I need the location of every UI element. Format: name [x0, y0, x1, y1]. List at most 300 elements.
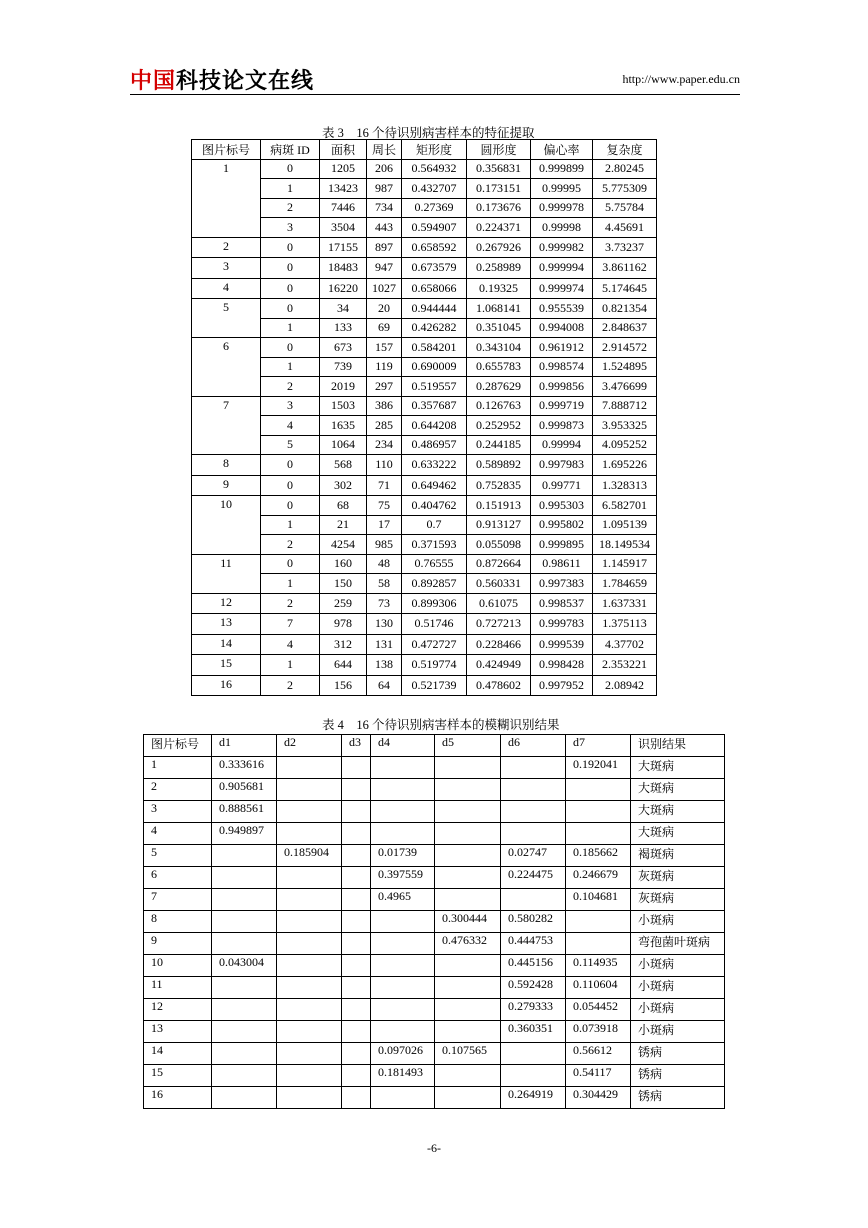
table-cell	[501, 1043, 566, 1065]
table-cell: 0.173151	[467, 179, 531, 199]
table-cell: 0.073918	[566, 1021, 631, 1043]
table-cell	[277, 779, 342, 801]
table-cell: 锈病	[631, 1087, 725, 1109]
table-cell: 0.961912	[531, 338, 593, 358]
table-cell: 褐斑病	[631, 845, 725, 867]
table-row	[192, 435, 657, 455]
table4-column-header: 识别结果	[631, 735, 725, 757]
table-cell	[566, 779, 631, 801]
table-cell: 1	[261, 574, 320, 594]
table-row	[192, 237, 657, 258]
table-cell: 0.54117	[566, 1065, 631, 1087]
table-cell: 0.649462	[402, 475, 467, 496]
table-cell	[501, 757, 566, 779]
table-row	[144, 977, 725, 999]
table-cell	[371, 779, 435, 801]
table-cell: 0.258989	[467, 258, 531, 279]
table-cell: 0	[261, 159, 320, 179]
table-cell: 2	[144, 779, 212, 801]
table-row	[144, 1021, 725, 1043]
table-cell: 0.519557	[402, 377, 467, 397]
table-cell: 312	[320, 634, 367, 655]
page-header	[130, 62, 740, 95]
table-cell: 3.73237	[593, 237, 657, 258]
table-cell	[212, 999, 277, 1021]
table-cell	[342, 801, 371, 823]
table-cell: 0.727213	[467, 614, 531, 635]
table-cell: 673	[320, 338, 367, 358]
table-cell	[435, 867, 501, 889]
table-cell: 16	[144, 1087, 212, 1109]
table-cell: 157	[367, 338, 402, 358]
table-cell: 0.476332	[435, 933, 501, 955]
table-cell: 1	[261, 357, 320, 377]
table-cell: 1.375113	[593, 614, 657, 635]
table-cell: 987	[367, 179, 402, 199]
table-cell: 大斑病	[631, 823, 725, 845]
table-row	[192, 455, 657, 476]
table3-column-header: 周长	[367, 140, 402, 160]
table-cell: 4.45691	[593, 218, 657, 238]
table-cell: 0.655783	[467, 357, 531, 377]
table-cell	[342, 779, 371, 801]
table-cell	[501, 889, 566, 911]
table-row	[144, 911, 725, 933]
table-cell: 7446	[320, 198, 367, 218]
table-cell: 0.99995	[531, 179, 593, 199]
table-cell: 58	[367, 574, 402, 594]
table-cell	[277, 867, 342, 889]
table-cell: 978	[320, 614, 367, 635]
table-cell	[371, 801, 435, 823]
table-cell: 0.999856	[531, 377, 593, 397]
table3-column-header: 矩形度	[402, 140, 467, 160]
table-cell: 0.995303	[531, 496, 593, 516]
table-cell	[212, 1021, 277, 1043]
table-cell: 234	[367, 435, 402, 455]
table-cell: 0.690009	[402, 357, 467, 377]
table-cell: 0.999982	[531, 237, 593, 258]
table3-image-number: 2	[192, 237, 261, 258]
table-cell: 897	[367, 237, 402, 258]
table-cell: 302	[320, 475, 367, 496]
table-cell: 206	[367, 159, 402, 179]
table-cell: 285	[367, 416, 402, 436]
table-cell: 0.521739	[402, 675, 467, 696]
table-cell: 3.861162	[593, 258, 657, 279]
table-cell: 0.244185	[467, 435, 531, 455]
table-cell: 0.997983	[531, 455, 593, 476]
table-cell	[277, 1021, 342, 1043]
table-cell: 3504	[320, 218, 367, 238]
table-cell	[371, 933, 435, 955]
table-cell: 1.637331	[593, 593, 657, 614]
table-cell	[342, 1065, 371, 1087]
table-cell	[342, 867, 371, 889]
table-row	[144, 867, 725, 889]
table-cell: 64	[367, 675, 402, 696]
table-cell	[501, 779, 566, 801]
table-cell: 0.633222	[402, 455, 467, 476]
table-cell: 18483	[320, 258, 367, 279]
table-cell: 0.99994	[531, 435, 593, 455]
table-cell: 7.888712	[593, 396, 657, 416]
table-cell	[371, 1021, 435, 1043]
table-row	[192, 338, 657, 358]
table-cell	[435, 1021, 501, 1043]
table-cell: 4.37702	[593, 634, 657, 655]
table-cell	[212, 933, 277, 955]
table3	[191, 139, 657, 696]
table-cell: 644	[320, 655, 367, 676]
table-cell	[342, 1043, 371, 1065]
table-cell	[212, 1043, 277, 1065]
table-cell: 0.949897	[212, 823, 277, 845]
table-row	[144, 757, 725, 779]
table-cell: 0.56612	[566, 1043, 631, 1065]
table-cell: 0.752835	[467, 475, 531, 496]
logo-red-text: 中国	[130, 69, 177, 94]
table-cell: 297	[367, 377, 402, 397]
table-cell: 13423	[320, 179, 367, 199]
table-cell	[212, 889, 277, 911]
table-cell	[342, 823, 371, 845]
table3-column-header: 复杂度	[593, 140, 657, 160]
table-row	[144, 801, 725, 823]
table-cell: 69	[367, 318, 402, 338]
table-cell: 0.998428	[531, 655, 593, 676]
table-cell	[435, 1065, 501, 1087]
table3-image-number: 7	[192, 396, 261, 455]
table3-body	[192, 159, 657, 696]
table-cell: 16220	[320, 278, 367, 299]
table-cell: 5.75784	[593, 198, 657, 218]
table-cell: 0.658066	[402, 278, 467, 299]
table-cell: 0	[261, 278, 320, 299]
table-cell: 3.953325	[593, 416, 657, 436]
table-cell: 0.644208	[402, 416, 467, 436]
table-cell	[435, 823, 501, 845]
table-cell: 灰斑病	[631, 889, 725, 911]
table-cell: 2	[261, 377, 320, 397]
table-cell: 1	[144, 757, 212, 779]
table-cell: 0.592428	[501, 977, 566, 999]
logo	[130, 64, 314, 95]
table3-image-number: 4	[192, 278, 261, 299]
table-cell: 0.994008	[531, 318, 593, 338]
table-cell: 0.892857	[402, 574, 467, 594]
table-cell	[277, 1065, 342, 1087]
table-cell	[342, 1087, 371, 1109]
table-cell: 0.999899	[531, 159, 593, 179]
table-cell: 0.114935	[566, 955, 631, 977]
table-row	[144, 889, 725, 911]
table-row	[144, 955, 725, 977]
table-cell: 4.095252	[593, 435, 657, 455]
table-cell	[277, 1087, 342, 1109]
table-cell: 75	[367, 496, 402, 516]
table-cell: 4254	[320, 535, 367, 555]
table-row	[192, 574, 657, 594]
table-cell: 0.424949	[467, 655, 531, 676]
table-cell: 3	[261, 218, 320, 238]
table-cell: 0.224371	[467, 218, 531, 238]
table-cell: 1.784659	[593, 574, 657, 594]
table-cell: 1.095139	[593, 515, 657, 535]
table-cell: 1.068141	[467, 299, 531, 319]
table-cell: 0.043004	[212, 955, 277, 977]
table-cell: 4	[261, 634, 320, 655]
table-cell: 0.432707	[402, 179, 467, 199]
table-cell	[501, 801, 566, 823]
table-cell: 0.821354	[593, 299, 657, 319]
table3-column-header: 圆形度	[467, 140, 531, 160]
table-cell: 3.476699	[593, 377, 657, 397]
table-cell: 156	[320, 675, 367, 696]
table-cell: 0.999895	[531, 535, 593, 555]
table-cell: 130	[367, 614, 402, 635]
table-cell: 0.304429	[566, 1087, 631, 1109]
table-cell: 0.192041	[566, 757, 631, 779]
table-cell	[566, 823, 631, 845]
table-cell: 0.999994	[531, 258, 593, 279]
table-cell: 985	[367, 535, 402, 555]
table-cell: 0	[261, 237, 320, 258]
table-cell: 0.944444	[402, 299, 467, 319]
table-cell: 0.287629	[467, 377, 531, 397]
table-cell: 0.998537	[531, 593, 593, 614]
table-cell: 0.999719	[531, 396, 593, 416]
table3-image-number: 1	[192, 159, 261, 237]
table-cell	[371, 999, 435, 1021]
table-cell: 弯孢菌叶斑病	[631, 933, 725, 955]
table3-image-number: 10	[192, 496, 261, 555]
table-row	[144, 1087, 725, 1109]
table-cell	[342, 911, 371, 933]
table-cell: 20	[367, 299, 402, 319]
table-row	[192, 299, 657, 319]
table3-column-header: 病斑 ID	[261, 140, 320, 160]
table-cell: 0.371593	[402, 535, 467, 555]
table-cell: 0.998574	[531, 357, 593, 377]
table-cell: 386	[367, 396, 402, 416]
table-row	[144, 999, 725, 1021]
table3-image-number: 12	[192, 593, 261, 614]
table-cell: 0.173676	[467, 198, 531, 218]
table-cell: 0.333616	[212, 757, 277, 779]
table-cell: 4	[261, 416, 320, 436]
table-cell: 73	[367, 593, 402, 614]
table-cell: 0.343104	[467, 338, 531, 358]
table-cell: 7	[144, 889, 212, 911]
table-cell	[435, 889, 501, 911]
table-cell: 0.997952	[531, 675, 593, 696]
table-cell: 5	[144, 845, 212, 867]
table-cell: 0.19325	[467, 278, 531, 299]
table-cell: 0	[261, 258, 320, 279]
table-row	[144, 823, 725, 845]
table-cell	[277, 933, 342, 955]
table4-column-header: d2	[277, 735, 342, 757]
table-cell: 9	[144, 933, 212, 955]
table-cell	[277, 955, 342, 977]
table-cell: 138	[367, 655, 402, 676]
table-row	[192, 535, 657, 555]
table-cell	[277, 801, 342, 823]
table-cell: 8	[144, 911, 212, 933]
table-cell: 6	[144, 867, 212, 889]
table-cell: 0	[261, 338, 320, 358]
table-cell	[342, 1021, 371, 1043]
table-cell: 0.999783	[531, 614, 593, 635]
table-cell: 0.445156	[501, 955, 566, 977]
table-cell: 0.246679	[566, 867, 631, 889]
table-row	[192, 554, 657, 574]
table-cell: 0.99998	[531, 218, 593, 238]
table-cell	[277, 757, 342, 779]
table-cell	[501, 1065, 566, 1087]
table-cell	[277, 977, 342, 999]
table-cell	[277, 823, 342, 845]
table-row	[192, 198, 657, 218]
table4-column-header: d6	[501, 735, 566, 757]
table-cell: 0.104681	[566, 889, 631, 911]
table3-caption: 表 3 16 个待识别病害样本的特征提取	[322, 126, 535, 140]
table-cell: 2.848637	[593, 318, 657, 338]
table-cell: 0.905681	[212, 779, 277, 801]
table-cell: 0	[261, 455, 320, 476]
table-cell: 0.185662	[566, 845, 631, 867]
table-row	[192, 496, 657, 516]
table-row	[192, 675, 657, 696]
table-cell: 21	[320, 515, 367, 535]
table-cell	[342, 889, 371, 911]
table-cell: 1503	[320, 396, 367, 416]
table-cell: 0.478602	[467, 675, 531, 696]
table-row	[192, 593, 657, 614]
table-cell: 1.695226	[593, 455, 657, 476]
table-cell: 1	[261, 655, 320, 676]
table-cell: 0.999974	[531, 278, 593, 299]
table-row	[192, 318, 657, 338]
table4-column-header: d3	[342, 735, 371, 757]
table-cell: 0.888561	[212, 801, 277, 823]
table-cell	[501, 823, 566, 845]
table-cell: 2.353221	[593, 655, 657, 676]
table-cell	[435, 999, 501, 1021]
table-cell: 0	[261, 475, 320, 496]
table-cell: 0.584201	[402, 338, 467, 358]
table-cell: 0.126763	[467, 396, 531, 416]
table-cell	[212, 1065, 277, 1087]
table-cell: 6.582701	[593, 496, 657, 516]
table-cell	[371, 1087, 435, 1109]
table-cell: 大斑病	[631, 779, 725, 801]
table-cell: 131	[367, 634, 402, 655]
table-cell	[435, 977, 501, 999]
table-cell: 0.279333	[501, 999, 566, 1021]
table-cell: 2	[261, 593, 320, 614]
table-cell: 0.228466	[467, 634, 531, 655]
table-cell: 568	[320, 455, 367, 476]
table-cell: 锈病	[631, 1065, 725, 1087]
table4-column-header: d5	[435, 735, 501, 757]
table-cell: 0.99771	[531, 475, 593, 496]
table-cell	[371, 823, 435, 845]
table3-image-number: 8	[192, 455, 261, 476]
table-cell: 锈病	[631, 1043, 725, 1065]
table-cell: 3	[144, 801, 212, 823]
table-cell: 0.589892	[467, 455, 531, 476]
table-cell	[342, 999, 371, 1021]
table-cell	[566, 801, 631, 823]
table-cell: 0.110604	[566, 977, 631, 999]
table-cell: 0.999873	[531, 416, 593, 436]
table-cell: 2	[261, 198, 320, 218]
table-cell: 3	[261, 396, 320, 416]
table-cell: 133	[320, 318, 367, 338]
table-cell: 0.999978	[531, 198, 593, 218]
table-cell: 0.267926	[467, 237, 531, 258]
table-cell: 1.524895	[593, 357, 657, 377]
table-cell	[371, 977, 435, 999]
table-cell: 0	[261, 554, 320, 574]
table-cell: 0.899306	[402, 593, 467, 614]
table-cell	[371, 757, 435, 779]
table-cell: 17	[367, 515, 402, 535]
table-cell: 0.997383	[531, 574, 593, 594]
table-cell: 739	[320, 357, 367, 377]
table-row	[192, 416, 657, 436]
table-cell: 0.913127	[467, 515, 531, 535]
table-cell: 2	[261, 675, 320, 696]
table-cell	[371, 955, 435, 977]
table-row	[192, 258, 657, 279]
table-cell: 0.151913	[467, 496, 531, 516]
table3-image-number: 14	[192, 634, 261, 655]
table3-column-header: 偏心率	[531, 140, 593, 160]
table-row	[192, 515, 657, 535]
table3-image-number: 9	[192, 475, 261, 496]
table-cell: 0.185904	[277, 845, 342, 867]
table-cell: 0.76555	[402, 554, 467, 574]
table-cell: 1.145917	[593, 554, 657, 574]
table-cell: 0.351045	[467, 318, 531, 338]
table-cell	[342, 933, 371, 955]
table-cell: 2.08942	[593, 675, 657, 696]
table4	[143, 734, 725, 1109]
table-cell: 17155	[320, 237, 367, 258]
table-cell	[212, 1087, 277, 1109]
table-cell: 4	[144, 823, 212, 845]
table-cell	[277, 911, 342, 933]
table-cell: 0.472727	[402, 634, 467, 655]
table-cell	[435, 779, 501, 801]
table-cell: 2.914572	[593, 338, 657, 358]
table-cell	[435, 955, 501, 977]
table-cell: 0	[261, 299, 320, 319]
table3-column-header: 图片标号	[192, 140, 261, 160]
table-row	[192, 475, 657, 496]
table-cell: 小斑病	[631, 955, 725, 977]
table-cell: 14	[144, 1043, 212, 1065]
table-cell: 0.580282	[501, 911, 566, 933]
table-cell	[566, 933, 631, 955]
table-cell: 0.356831	[467, 159, 531, 179]
table3-image-number: 6	[192, 338, 261, 397]
table-cell: 灰斑病	[631, 867, 725, 889]
table-cell: 11	[144, 977, 212, 999]
